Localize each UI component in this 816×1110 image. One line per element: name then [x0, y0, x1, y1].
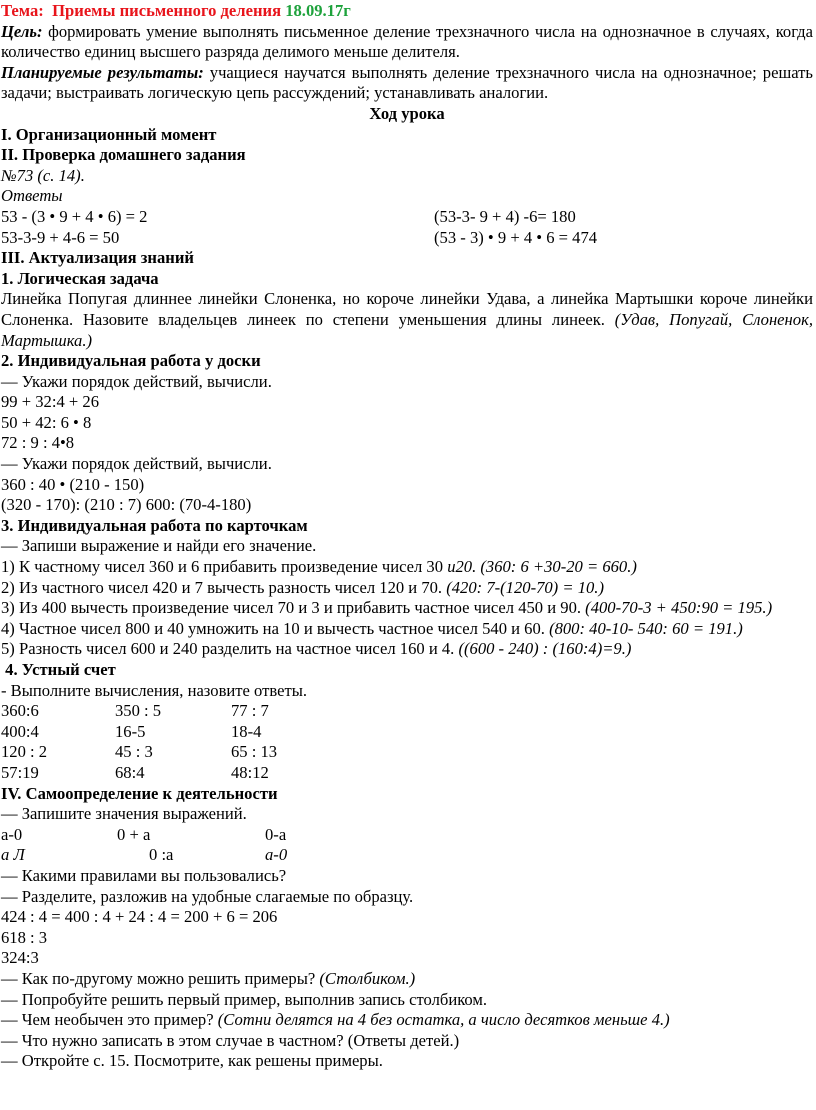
topic-date: 18.09.17г [285, 1, 351, 20]
oral-cell: 57:19 [1, 762, 39, 782]
board-line: 99 + 32:4 + 26 [1, 392, 99, 412]
logic-task-text: Линейка Попугая длиннее линейки Слоненка, но короче линейки Удава, а линейка Мартышки короче линейки Слоненка. Назовите владельцев линеек по степени уменьшения длины линеек. [1, 289, 813, 329]
answers-label: Ответы [1, 186, 63, 206]
answers-row [1, 207, 813, 228]
logic-task-heading: 1. Логическая задача [1, 268, 159, 288]
dialog-text: — Чем необычен это пример? [1, 1010, 218, 1030]
answer-cell: (53-3- 9 + 4) -6= 180 [434, 206, 576, 226]
oral-cell: 400:4 [1, 721, 39, 741]
dialog-line [1, 1031, 813, 1052]
dialog-line [1, 1051, 813, 1072]
oral-cell: 68:4 [115, 762, 145, 782]
card-item [1, 619, 813, 640]
dialog-line [1, 969, 813, 990]
goal-text: формировать умение выполнять письменное деление трехзначного числа на однозначное в случаях, когда количество единиц высшего разряда делимого меньше делителя. [1, 21, 813, 62]
topic-line [1, 1, 813, 22]
board-work-heading: 2. Индивидуальная работа у доски [1, 351, 261, 371]
cards-heading: 3. Индивидуальная работа по карточкам [1, 515, 308, 535]
oral-count-intro: - Выполните вычисления, назовите ответы. [1, 680, 308, 700]
oral-row [1, 742, 813, 763]
oral-cell: 65 : 13 [231, 742, 278, 762]
card-item [1, 598, 813, 619]
board-line: 72 : 9 : 4•8 [1, 433, 75, 453]
expression-row [1, 845, 813, 866]
card-text: 5) Разность чисел 600 и 240 разделить на частное чисел 160 и 4. [1, 639, 459, 659]
card-text: 3) Из 400 вычесть произведение чисел 70 и 3 и прибавить частное чисел 450 и 90. [1, 598, 586, 618]
dialog-text: — Как по-другому можно решить примеры? [1, 968, 320, 988]
expression-row [1, 825, 813, 846]
section4-heading: IV. Самоопределение к деятельности [1, 783, 278, 803]
oral-row [1, 701, 813, 722]
section1-heading: I. Организационный момент [1, 124, 217, 144]
oral-cell: 360:6 [1, 701, 39, 721]
card-text: 2) Из частного чисел 420 и 7 вычесть разность чисел 120 и 70. [1, 577, 447, 597]
card-answer: (420: 7-(120-70) = 10.) [446, 577, 604, 597]
card-answer: ((600 - 240) : (160:4)=9.) [458, 639, 632, 659]
question-line: — Какими правилами вы пользовались? [1, 865, 287, 885]
card-text: 1) К частному чисел 360 и 6 прибавить произведение чисел 30 [1, 557, 448, 577]
results-label: Планируемые результаты: [1, 62, 204, 82]
card-item [1, 578, 813, 599]
oral-count-heading: 4. Устный счет [1, 660, 116, 679]
cards-intro: — Запиши выражение и найди его значение. [1, 536, 317, 556]
lesson-heading: Ход урока [369, 103, 445, 123]
topic-title: Приемы письменного деления [52, 1, 282, 20]
answer-cell: 53-3-9 + 4-6 = 50 [1, 227, 120, 247]
expression-cell: 0-а [265, 824, 287, 844]
board-line: — Укажи порядок действий, вычисли. [1, 371, 272, 391]
section3-heading: III. Актуализация знаний [1, 248, 194, 268]
card-answer: и20. (360: 6 +30-20 = 660.) [447, 557, 637, 577]
results-paragraph [1, 63, 813, 104]
dialog-text: — Что нужно записать в этом случае в частном? (Ответы детей.) [1, 1030, 460, 1050]
oral-row [1, 722, 813, 743]
oral-cell: 16-5 [115, 721, 146, 741]
board-line: — Укажи порядок действий, вычисли. [1, 454, 272, 474]
oral-cell: 350 : 5 [115, 701, 162, 721]
expression-cell: 0 :а [149, 845, 174, 865]
section2-heading: II. Проверка домашнего задания [1, 145, 246, 165]
oral-cell: 18-4 [231, 721, 262, 741]
dialog-line [1, 1010, 813, 1031]
example-line: 424 : 4 = 400 : 4 + 24 : 4 = 200 + 6 = 206 [1, 907, 278, 927]
board-line: 360 : 40 • (210 - 150) [1, 474, 145, 494]
board-line: (320 - 170): (210 : 7) 600: (70-4-180) [1, 495, 252, 515]
card-answer: (400-70-3 + 450:90 = 195.) [585, 598, 773, 618]
board-line: 50 + 42: 6 • 8 [1, 412, 92, 432]
oral-cell: 48:12 [231, 762, 269, 782]
logic-task-paragraph [1, 289, 813, 351]
expression-cell: а-0 [1, 824, 23, 844]
dialog-line [1, 990, 813, 1011]
section4-intro: — Запишите значения выражений. [1, 804, 247, 824]
answer-cell: 53 - (3 • 9 + 4 • 6) = 2 [1, 206, 148, 226]
oral-cell: 120 : 2 [1, 742, 48, 762]
dialog-answer: (Столбиком.) [319, 968, 416, 988]
expression-cell: 0 + а [117, 824, 151, 844]
topic-label: Тема: [1, 1, 44, 20]
card-item [1, 639, 813, 660]
logic-task-answer: (Удав, Попугай, Слоненок, Мартышка.) [1, 309, 813, 350]
expression-cell: а-0 [265, 845, 288, 865]
dialog-answer: (Сотни делятся на 4 без остатка, а число десятков меньше 4.) [217, 1010, 670, 1030]
goal-label: Цель: [1, 21, 43, 41]
oral-cell: 77 : 7 [231, 701, 269, 721]
dialog-text: — Попробуйте решить первый пример, выполнив запись столбиком. [1, 989, 488, 1009]
card-answer: (800: 40-10- 540: 60 = 191.) [549, 618, 743, 638]
results-text: учащиеся научатся выполнять деление трехзначного числа на однозначное; решать задачи; выстраивать логическую цепь рассуждений; устанавливать аналогии. [1, 62, 813, 103]
dialog-text: — Откройте с. 15. Посмотрите, как решены примеры. [1, 1051, 383, 1071]
task-line: 324:3 [1, 948, 39, 968]
oral-cell: 45 : 3 [115, 742, 153, 762]
goal-paragraph [1, 22, 813, 63]
task-line: 618 : 3 [1, 927, 48, 947]
card-text: 4) Частное чисел 800 и 40 умножить на 10 и вычесть частное чисел 540 и 60. [1, 618, 550, 638]
oral-row [1, 763, 813, 784]
homework-task-ref: №73 (с. 14). [1, 165, 85, 185]
card-item [1, 557, 813, 578]
answers-row [1, 228, 813, 249]
question-line: — Разделите, разложив на удобные слагаемые по образцу. [1, 886, 414, 906]
answer-cell: (53 - 3) • 9 + 4 • 6 = 474 [434, 227, 598, 247]
expression-cell: а Л [1, 845, 25, 865]
